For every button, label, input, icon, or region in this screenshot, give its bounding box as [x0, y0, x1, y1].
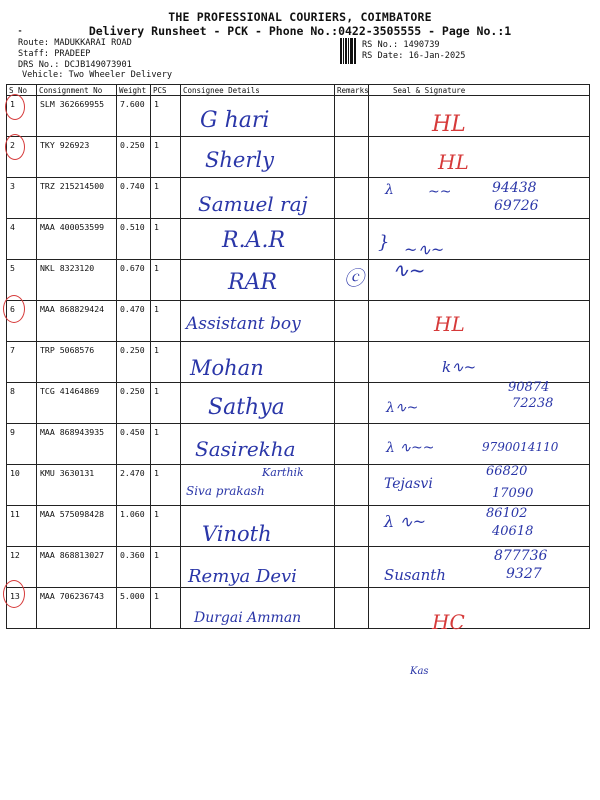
signature-mark: λ — [385, 182, 394, 198]
signature-mark: Susanth — [384, 566, 446, 584]
pcs-cell: 1 — [151, 547, 181, 588]
consignment-cell: MAA 575098428 — [37, 506, 117, 547]
consignment-cell: KMU 3630131 — [37, 465, 117, 506]
consignment-cell: NKL 8323120 — [37, 260, 117, 301]
remarks-cell — [335, 178, 369, 219]
weight-cell: 0.250 — [117, 137, 151, 178]
pcs-cell: 1 — [151, 137, 181, 178]
sno-cell: 11 — [7, 506, 37, 547]
rs-date: RS Date: 16-Jan-2025 — [362, 51, 466, 61]
table-row — [7, 219, 590, 260]
signature-scribble: ∿~ — [392, 258, 426, 282]
handwritten-name: Mohan — [190, 356, 264, 380]
weight-cell: 7.600 — [117, 96, 151, 137]
weight-cell: 0.740 — [117, 178, 151, 219]
signature-scribble: ~∿~ — [404, 240, 445, 259]
signature-cell — [369, 178, 590, 219]
pcs-cell: 1 — [151, 465, 181, 506]
pcs-cell: 1 — [151, 424, 181, 465]
table-header-row — [7, 85, 590, 96]
signature-scribble: λ ∿~ — [384, 512, 427, 531]
signature-cell — [369, 301, 590, 342]
weight-cell: 0.470 — [117, 301, 151, 342]
remarks-cell — [335, 96, 369, 137]
red-circle-mark — [3, 580, 25, 608]
signature-cell — [369, 137, 590, 178]
signature-mark: 86102 — [486, 506, 528, 521]
handwritten-name: Sathya — [208, 395, 285, 420]
handwritten-name: Assistant boy — [186, 314, 301, 334]
remarks-cell — [335, 424, 369, 465]
weight-cell: 0.510 — [117, 219, 151, 260]
consignment-cell: TRP 5068576 — [37, 342, 117, 383]
signature-mark: HL — [432, 112, 466, 137]
signature-mark: 40618 — [492, 524, 534, 539]
pcs-cell: 1 — [151, 506, 181, 547]
drs-label: DRS No.: DCJB149073901 — [18, 60, 132, 70]
weight-cell: 0.250 — [117, 342, 151, 383]
remarks-cell — [335, 465, 369, 506]
weight-cell: 2.470 — [117, 465, 151, 506]
sno-cell: 2 — [7, 137, 37, 178]
handwritten-name: Karthik — [262, 466, 304, 479]
remarks-cell — [335, 137, 369, 178]
pcs-cell: 1 — [151, 178, 181, 219]
sno-cell: 3 — [7, 178, 37, 219]
pcs-cell: 1 — [151, 260, 181, 301]
handwritten-name: Sherly — [205, 148, 274, 172]
remarks-cell — [335, 219, 369, 260]
pcs-cell: 1 — [151, 342, 181, 383]
pcs-cell: 1 — [151, 301, 181, 342]
remarks-cell — [335, 506, 369, 547]
signature-mark: 877736 — [494, 548, 548, 564]
signature-mark: 69726 — [494, 198, 539, 214]
col-header-weight: Weight — [117, 85, 151, 96]
remarks-cell — [335, 588, 369, 629]
signature-cell — [369, 342, 590, 383]
remarks-cell — [335, 301, 369, 342]
signature-scribble: ~~ — [428, 184, 452, 200]
consignment-cell: MAA 868943935 — [37, 424, 117, 465]
signature-mark: HL — [438, 150, 469, 174]
handwritten-name: Remya Devi — [188, 566, 297, 587]
handwritten-name: G hari — [200, 108, 270, 133]
signature-scribble: k∿~ — [442, 358, 477, 376]
sno-cell: 1 — [7, 96, 37, 137]
red-circle-mark — [5, 134, 25, 160]
red-circle-mark — [5, 94, 25, 120]
sno-cell: 12 — [7, 547, 37, 588]
handwritten-name: Durgai Amman — [194, 610, 302, 626]
handwritten-name: Samuel raj — [198, 192, 308, 216]
sno-cell: 6 — [7, 301, 37, 342]
footer-scribble: Kas — [410, 666, 429, 677]
vehicle-label: Vehicle: Two Wheeler Delivery — [22, 70, 173, 80]
signature-cell — [369, 588, 590, 629]
consignment-cell: MAA 868829424 — [37, 301, 117, 342]
signature-scribble: ⓒ — [344, 266, 364, 290]
weight-cell: 1.060 — [117, 506, 151, 547]
signature-mark: HC — [432, 610, 465, 634]
sno-cell: 8 — [7, 383, 37, 424]
weight-cell: 0.360 — [117, 547, 151, 588]
handwritten-name: Sasirekha — [195, 437, 296, 461]
weight-cell: 0.670 — [117, 260, 151, 301]
handwritten-name: R.A.R — [222, 228, 286, 253]
signature-mark: 66820 — [486, 464, 528, 479]
signature-mark: HL — [434, 312, 465, 336]
red-circle-mark — [3, 295, 25, 323]
signature-mark: 90874 — [508, 380, 550, 395]
pcs-cell: 1 — [151, 219, 181, 260]
sno-cell: 9 — [7, 424, 37, 465]
pcs-cell: 1 — [151, 383, 181, 424]
table-row — [7, 260, 590, 301]
col-header-pcs: PCS — [151, 85, 181, 96]
signature-mark: 9790014110 — [482, 440, 559, 454]
handwritten-name: RAR — [228, 270, 278, 295]
weight-cell: 0.450 — [117, 424, 151, 465]
consignment-cell: TCG 41464869 — [37, 383, 117, 424]
weight-cell: 0.250 — [117, 383, 151, 424]
signature-mark: 9327 — [506, 566, 542, 582]
signature-mark: Tejasvi — [384, 476, 433, 492]
sno-cell: 7 — [7, 342, 37, 383]
signature-scribble: } — [378, 232, 390, 253]
signature-scribble: λ∿~ — [386, 400, 419, 416]
barcode-image — [340, 38, 356, 64]
pcs-cell: 1 — [151, 96, 181, 137]
col-header-signature: Seal & Signature — [369, 85, 590, 96]
sno-cell: 10 — [7, 465, 37, 506]
signature-cell — [369, 219, 590, 260]
signature-mark: 17090 — [492, 486, 534, 501]
consignment-cell: SLM 362669955 — [37, 96, 117, 137]
pcs-cell: 1 — [151, 588, 181, 629]
weight-cell: 5.000 — [117, 588, 151, 629]
route-label: Route: MADUKKARAI ROAD — [18, 38, 132, 48]
table-row — [7, 137, 590, 178]
remarks-cell — [335, 547, 369, 588]
col-header-consignee: Consignee Details — [181, 85, 335, 96]
handwritten-name: Siva prakash — [186, 484, 265, 498]
consignment-cell: MAA 706236743 — [37, 588, 117, 629]
sno-cell: 4 — [7, 219, 37, 260]
signature-mark: 72238 — [512, 396, 554, 411]
document-title: THE PROFESSIONAL COURIERS, COIMBATORE — [168, 10, 432, 24]
col-header-sno: S No — [7, 85, 37, 96]
signature-cell — [369, 96, 590, 137]
document-subtitle: Delivery Runsheet - PCK - Phone No.:0422-3505555 - Page No.:1 — [88, 24, 512, 38]
remarks-cell — [335, 342, 369, 383]
col-header-consignment: Consignment No — [37, 85, 117, 96]
col-header-remarks: Remarks — [335, 85, 369, 96]
table-row — [7, 383, 590, 424]
dash-mark: - — [17, 26, 23, 35]
signature-mark: 94438 — [492, 180, 537, 196]
consignment-cell: MAA 868813027 — [37, 547, 117, 588]
sno-cell: 5 — [7, 260, 37, 301]
consignment-cell: MAA 400053599 — [37, 219, 117, 260]
consignment-cell: TKY 926923 — [37, 137, 117, 178]
signature-scribble: λ ∿~~ — [386, 440, 435, 456]
consignment-cell: TRZ 215214500 — [37, 178, 117, 219]
rs-number: RS No.: 1490739 — [362, 40, 440, 50]
table-row — [7, 342, 590, 383]
staff-label: Staff: PRADEEP — [18, 49, 91, 59]
sno-cell: 13 — [7, 588, 37, 629]
handwritten-name: Vinoth — [202, 522, 272, 546]
remarks-cell — [335, 383, 369, 424]
table-row — [7, 96, 590, 137]
